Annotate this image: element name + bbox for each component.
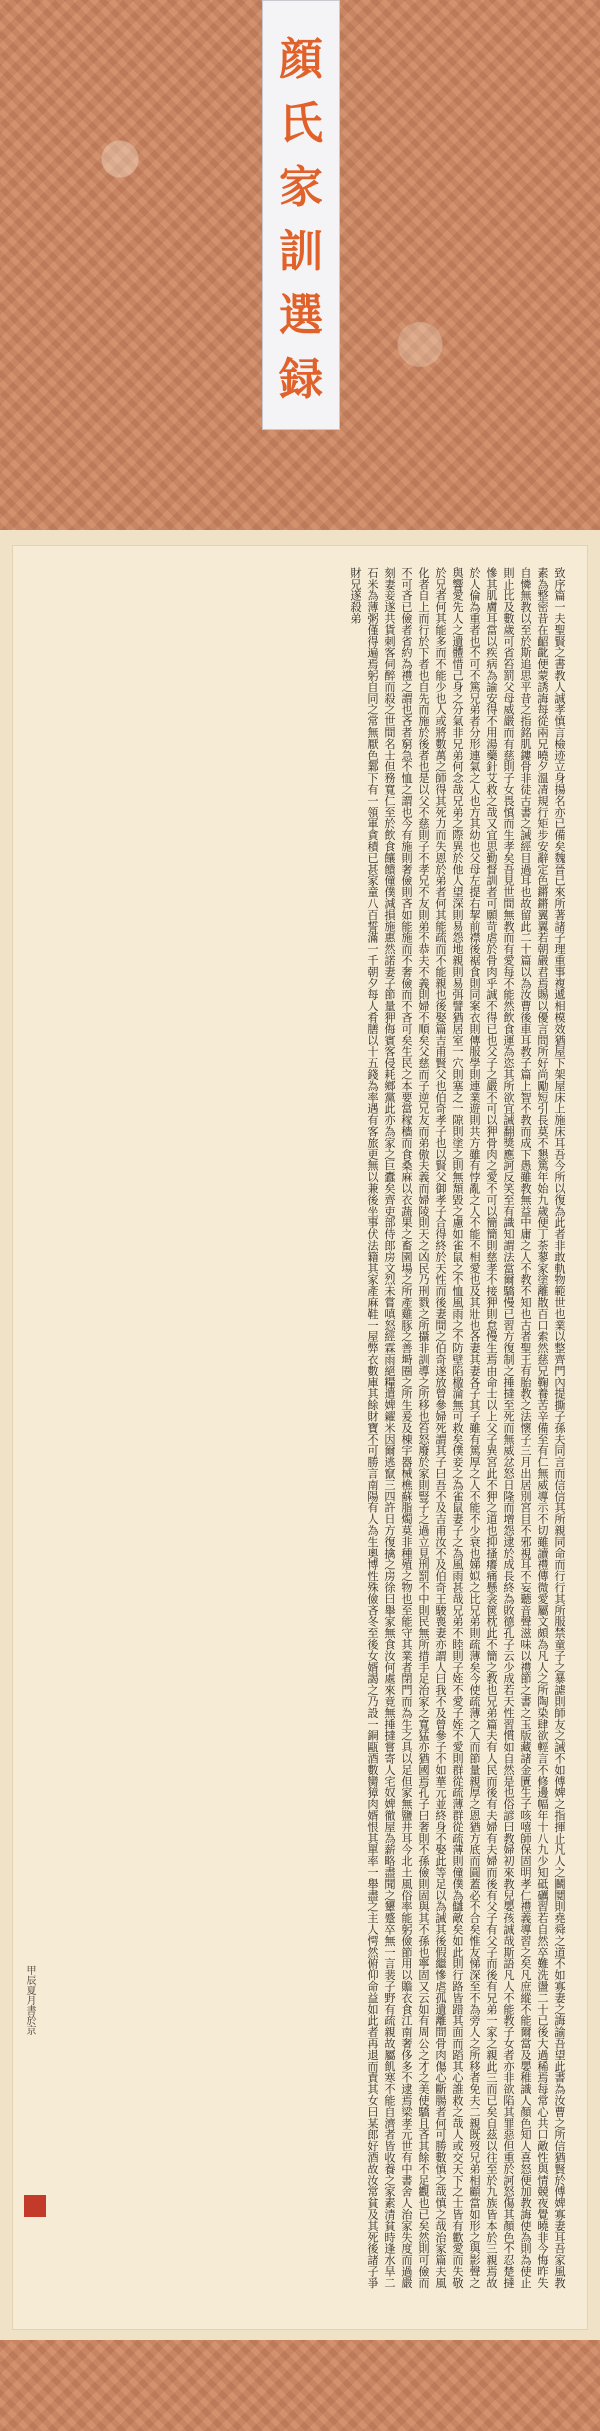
red-seal-stamp [24,2195,46,2217]
title-char: 選 [279,290,323,341]
title-char: 訓 [279,226,323,277]
title-char: 顔 [279,34,323,85]
calligraphy-paper [12,545,588,2330]
calligraphy-body-text: 致序篇一夫聖賢之書教人誠孝慎言檢迹立身揚名亦已備矣魏晉已來所著諸子理重事複遞相模效猶屋下架屋床上施床耳吾今所以復為此者非敢軌物範世也業以整齊門內提撕子孫夫同言而信信其所親同命而行行其所服禁童子之暴謔則師友之誡不如傅婢之指揮止凡人之鬭鬩則堯舜之道不如寡妻之誨諭吾望此書為汝曹之所信猶賢於傅婢寡妻耳吾家風教素為整密昔在齠齔便蒙誘誨每從兩兄曉夕溫凊規行矩步安辭定色鏘鏘翼翼若朝嚴君焉賜以優言問所好尚勵短引長莫不懇篤年始九歲便丁荼蓼家塗離散百口索然慈兄鞠養苦辛備至有仁無威導示不切雖讀禮傳微愛屬文頗為凡人之所陶染肆欲輕言不修邊幅年十八九少知砥礪習若自然卒難洗盪二十已後大過稀焉每常心共口敵性與情競夜覺曉非今悔昨失自憐無教以至於斯追思平昔之指銘肌鏤骨非徒古書之誡經目過耳也故留此二十篇以為汝曹後車耳教子篇上智不教而成下愚雖教無益中庸之人不教不知也古者聖王有胎教之法懷子三月出居別宮目不邪視耳不妄聽音聲滋味以禮節之書之玉版藏諸金匱生子咳嘻師保固明孝仁禮義導習之矣凡庶縱不能爾當及嬰稚識人顏色知人喜怒便加教誨使為則為使止則止比及數歲可省笞罰父母威嚴而有慈則子女畏慎而生孝矣吾見世間無教而有愛每不能然飲食運為恣其所欲宜誡翻獎應訶反笑至有識知謂法當爾驕慢已習方復制之捶撻至死而無威忿怒日隆而增怨逮於成長終為敗德孔子云少成若天性習慣如自然是也俗諺曰教婦初來教兒嬰孩誠哉斯語凡人不能教子女者亦非欲陷其罪惡但重於訶怒傷其顏色不忍楚撻慘其肌膚耳當以疾病為諭安得不用湯藥針艾救之哉又宜思勤督訓者可願苛虐於骨肉乎誠不得已也父子之嚴不可以狎骨肉之愛不可以簡簡則慈孝不接狎則怠慢生焉由命士以上父子異宮此不狎之道也抑搔癢痛懸衾篋枕此不簡之教也兄弟篇夫有人民而後有夫婦有夫婦而後有父子有父子而後有兄弟一家之親此三而已矣自茲以往至於九族皆本於三親焉故於人倫為重者也不可不篤兄弟者分形連氣之人也方其幼也父母左提右挈前襟後裾食則同案衣則傳服學則連業遊則共方雖有悖亂之人不能不相愛也及其壯也各妻其妻各子其子雖有篤厚之人不能不少衰也娣姒之比兄弟則疏薄矣今使疏薄之人而節量親厚之恩猶方底而圓蓋必不合矣惟友悌深至不為旁人之所移者免夫二親既歿兄弟相顧當如形之與影聲之與響愛先人之遺體惜己身之分氣非兄弟何念哉兄弟之際異於他人望深則易怨地親則易弭譬猶居室一穴則塞之一隙則塗之則無頹毀之慮如雀鼠之不恤風雨之不防壁陷楹淪無可救矣僕妾之為雀鼠妻子之為風雨甚哉兄弟不睦則子姪不愛子姪不愛則群從疏薄群從疏薄則僮僕為讎敵矣如此則行路皆踖其面而蹈其心誰救之哉人或交天下之士皆有歡愛而失敬於兄者何其能多而不能少也人或將數萬之師得其死力而失恩於弟者何其能疏而不能親也後娶篇吉甫賢父也伯奇孝子也以賢父御孝子合得終於天性而後妻間之伯奇遂放曾參婦死謂其子曰吾不及吉甫汝不及伯奇王駿喪妻亦謂人曰我不及曾參子不如華元並終身不娶此等足以為誡其後假繼慘虐孤遺離間骨肉傷心斷腸者何可勝數慎之哉慎之哉治家篇夫風化者自上而行於下者也自先而施於後者也是以父不慈則子不孝兄不友則弟不恭夫不義則婦不順矣父慈而子逆兄友而弟傲夫義而婦陵則天之凶民乃刑戮之所攝非訓導之所移也笞怒廢於家則豎子之過立見刑罰不中則民無所措手足治家之寬猛亦猶國焉孔子曰奢則不孫儉則固與其不孫也寧固又云如有周公之才之美使驕且吝其餘不足觀也已矣然則可儉而不可吝已儉者省約為禮之謂也吝者窮急不恤之謂也今有施則奢儉則吝如能施而不奢儉而不吝可矣生民之本要當稼穡而食桑麻以衣蔬果之畜園場之所產雞豚之善塒圈之所生爰及棟宇器械樵蘇脂燭莫非種殖之物也至能守其業者閉門而為生之具以足但家無鹽井耳今北土風俗率能躬儉節用以贍衣食江南奢侈多不逮焉梁孝元世有中書舍人治家失度而過嚴刻妻妾遂共貨刺客伺醉而殺之世間名士但務寬仁至於飲食饟饋僮僕減損施惠然諾妻子節量狎侮賓客侵耗鄉黨此亦為家之巨蠹矣齊吏部侍郎房文烈未嘗嗔怒經霖雨絕糧遣婢糴米因爾逃竄三四許日方復擒之房徐曰舉家無食汝何處來竟無捶撻嘗寄人宅奴婢徹屋為薪略盡聞之顰蹙卒無一言裴子野有疏親故屬飢寒不能自濟者皆收養之家素清貧時逢水旱二石米為薄粥僅得遍焉躬自同之常無厭色鄴下有一領軍貪積已甚家童八百誓滿一千朝夕每人肴膳以十五錢為率遇有客旅更無以兼後坐事伏法籍其家產麻鞋一屋弊衣數庫其餘財寶不可勝言南陽有人為生奧博性殊儉吝冬至後女婿謁之乃設一銅甌酒數臠獐肉婿恨其單率一舉盡之主人愕然俯仰命益如此者再退而責其女曰某郎好酒故汝常貧及其死後諸子爭財兄遂殺弟 [349,567,566,2289]
title-char: 家 [279,162,323,213]
title-char: 録 [279,354,323,405]
title-char: 氏 [279,98,323,149]
calligraphy-columns [38,567,568,2297]
brocade-mounting-bottom [0,2340,600,2431]
title-label-strip [262,0,340,430]
colophon-inscription: 甲辰夏月書於京 [24,1965,35,2035]
